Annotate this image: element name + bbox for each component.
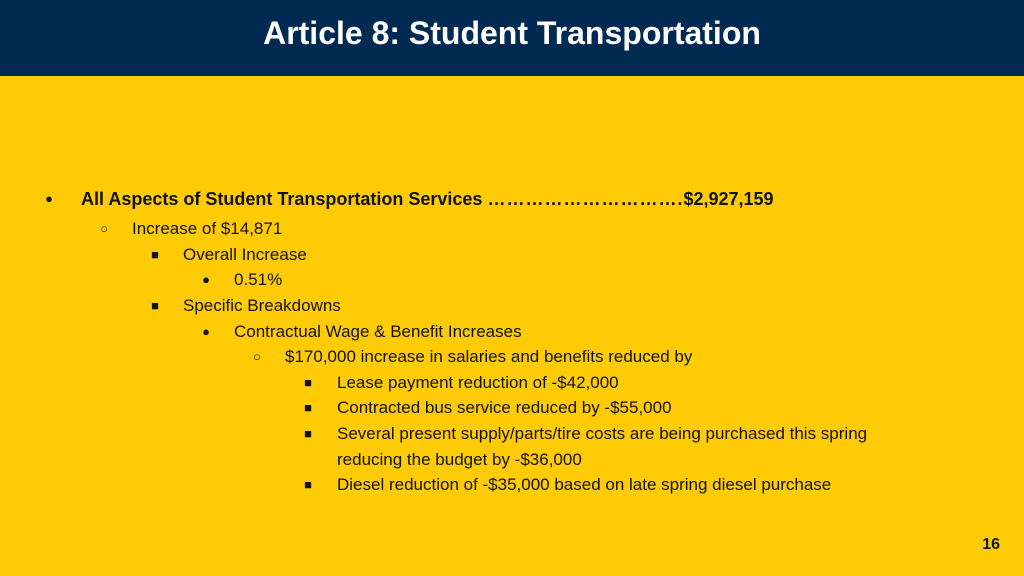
list-item bbox=[0, 472, 1024, 498]
bullet-text: Several present supply/parts/tire costs are being purchased this spring bbox=[337, 424, 868, 443]
bullet-square-icon: ■ bbox=[304, 426, 312, 441]
list-item bbox=[0, 370, 1024, 396]
bullet-text: reducing the budget by -$36,000 bbox=[337, 450, 582, 469]
bullet-text bbox=[81, 186, 774, 212]
list-item bbox=[0, 293, 1024, 319]
list-item bbox=[0, 421, 1024, 447]
list-item bbox=[0, 186, 1024, 212]
bullet-square-icon: ■ bbox=[151, 298, 159, 313]
bullet-text: 0.51% bbox=[234, 270, 283, 289]
list-item bbox=[0, 319, 1024, 345]
bullet-text: Increase of $14,871 bbox=[132, 219, 283, 238]
page-number: 16 bbox=[982, 536, 1000, 553]
bullet-text: $170,000 increase in salaries and benefits reduced by bbox=[285, 347, 693, 366]
bullet-text: Overall Increase bbox=[183, 245, 307, 264]
slide-title: Article 8: Student Transportation bbox=[263, 14, 761, 51]
list-item bbox=[0, 242, 1024, 268]
bullet-text: Specific Breakdowns bbox=[183, 296, 341, 315]
bullet-text: Contracted bus service reduced by -$55,000 bbox=[337, 398, 672, 417]
bullet-disc-icon: ● bbox=[202, 272, 210, 287]
bullet-text: Contractual Wage & Benefit Increases bbox=[234, 322, 522, 341]
bullet-square-icon: ■ bbox=[304, 375, 312, 390]
list-item bbox=[0, 344, 1024, 370]
bullet-disc-icon: ● bbox=[45, 191, 53, 206]
bullet-square-icon: ■ bbox=[151, 247, 159, 262]
service-label: All Aspects of Student Transportation Services bbox=[81, 189, 483, 209]
list-item bbox=[0, 267, 1024, 293]
list-item-continuation bbox=[0, 447, 1024, 473]
list-item bbox=[0, 216, 1024, 242]
bullet-circle-icon: ○ bbox=[253, 349, 261, 364]
bullet-disc-icon: ● bbox=[202, 324, 210, 339]
service-amount: $2,927,159 bbox=[683, 189, 774, 209]
bullet-text: Lease payment reduction of -$42,000 bbox=[337, 373, 619, 392]
list-item bbox=[0, 395, 1024, 421]
bullet-square-icon: ■ bbox=[304, 477, 312, 492]
bullet-text: Diesel reduction of -$35,000 based on late spring diesel purchase bbox=[337, 475, 832, 494]
leader-dots: …………………………. bbox=[487, 189, 684, 209]
bullet-square-icon: ■ bbox=[304, 400, 312, 415]
title-bar bbox=[0, 0, 1024, 76]
bullet-circle-icon: ○ bbox=[100, 221, 108, 236]
